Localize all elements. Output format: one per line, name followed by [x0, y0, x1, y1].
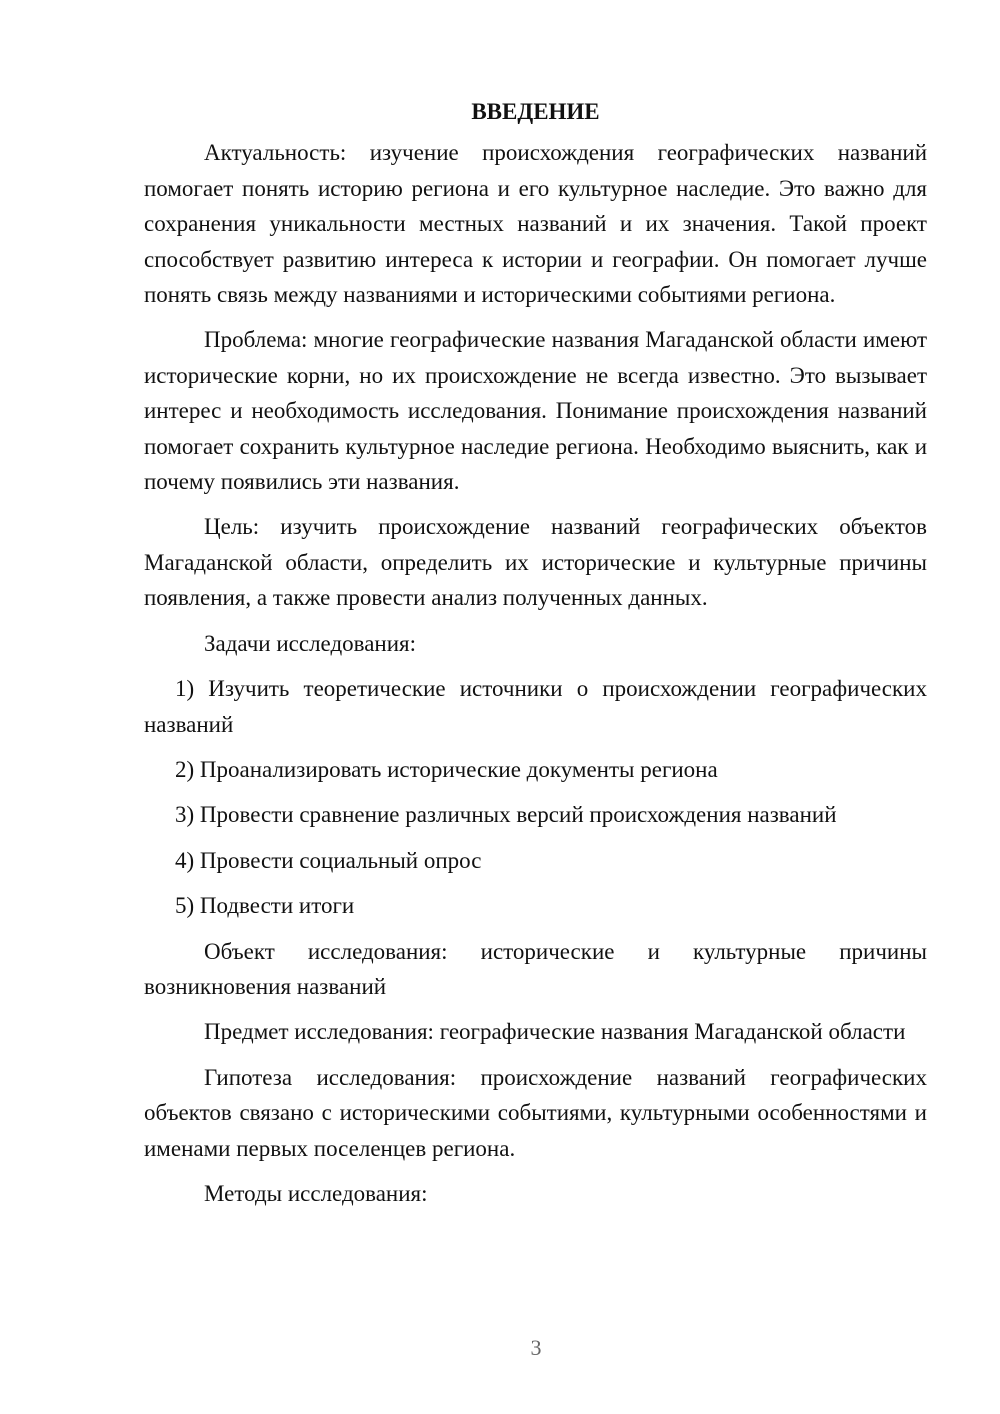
object-paragraph: Объект исследования: исторические и культурные причины возникновения названий: [144, 938, 927, 999]
page-content: [144, 94, 927, 1221]
page-number: 3: [530, 1335, 542, 1360]
goal-paragraph: Цель: изучить происхождение названий географических объектов Магаданской области, определить их исторические и культурные причины появления, а также провести анализ полученных данных.: [144, 514, 927, 611]
methods-title: Методы исследования:: [204, 1180, 428, 1206]
subject-paragraph: Предмет исследования: географические названия Магаданской области: [204, 1019, 906, 1045]
problem-paragraph: Проблема: многие географические названия Магаданской области имеют исторические корни, но их происхождение не всегда известно. Это вызывает интерес и необходимость исследования. Понимание происхождения названий помогает сохранить культурное наследие региона. Необходимо выяснить, как и почему появились эти названия.: [144, 327, 927, 495]
section-heading: ВВЕДЕНИЕ: [471, 99, 600, 124]
task-item: 1) Изучить теоретические источники о происхождении географических названий: [144, 676, 927, 737]
task-item: 5) Подвести итоги: [175, 893, 355, 919]
relevance-paragraph: Актуальность: изучение происхождения географических названий помогает понять историю региона и его культурное наследие. Это важно для сохранения уникальности местных названий и их значения. Такой проект способствует развитию интереса к истории и географии. Он помогает лучше понять связь между названиями и историческими событиями региона.: [144, 140, 927, 308]
task-item: 3) Провести сравнение различных версий происхождения названий: [175, 802, 837, 828]
hypothesis-paragraph: Гипотеза исследования: происхождение названий географических объектов связано с историческими событиями, культурными особенностями и именами первых поселенцев региона.: [144, 1064, 927, 1161]
task-item: 2) Проанализировать исторические документы региона: [175, 756, 718, 782]
tasks-title: Задачи исследования:: [204, 630, 417, 656]
tasks-list: [144, 671, 927, 923]
task-item: 4) Провести социальный опрос: [175, 847, 482, 873]
